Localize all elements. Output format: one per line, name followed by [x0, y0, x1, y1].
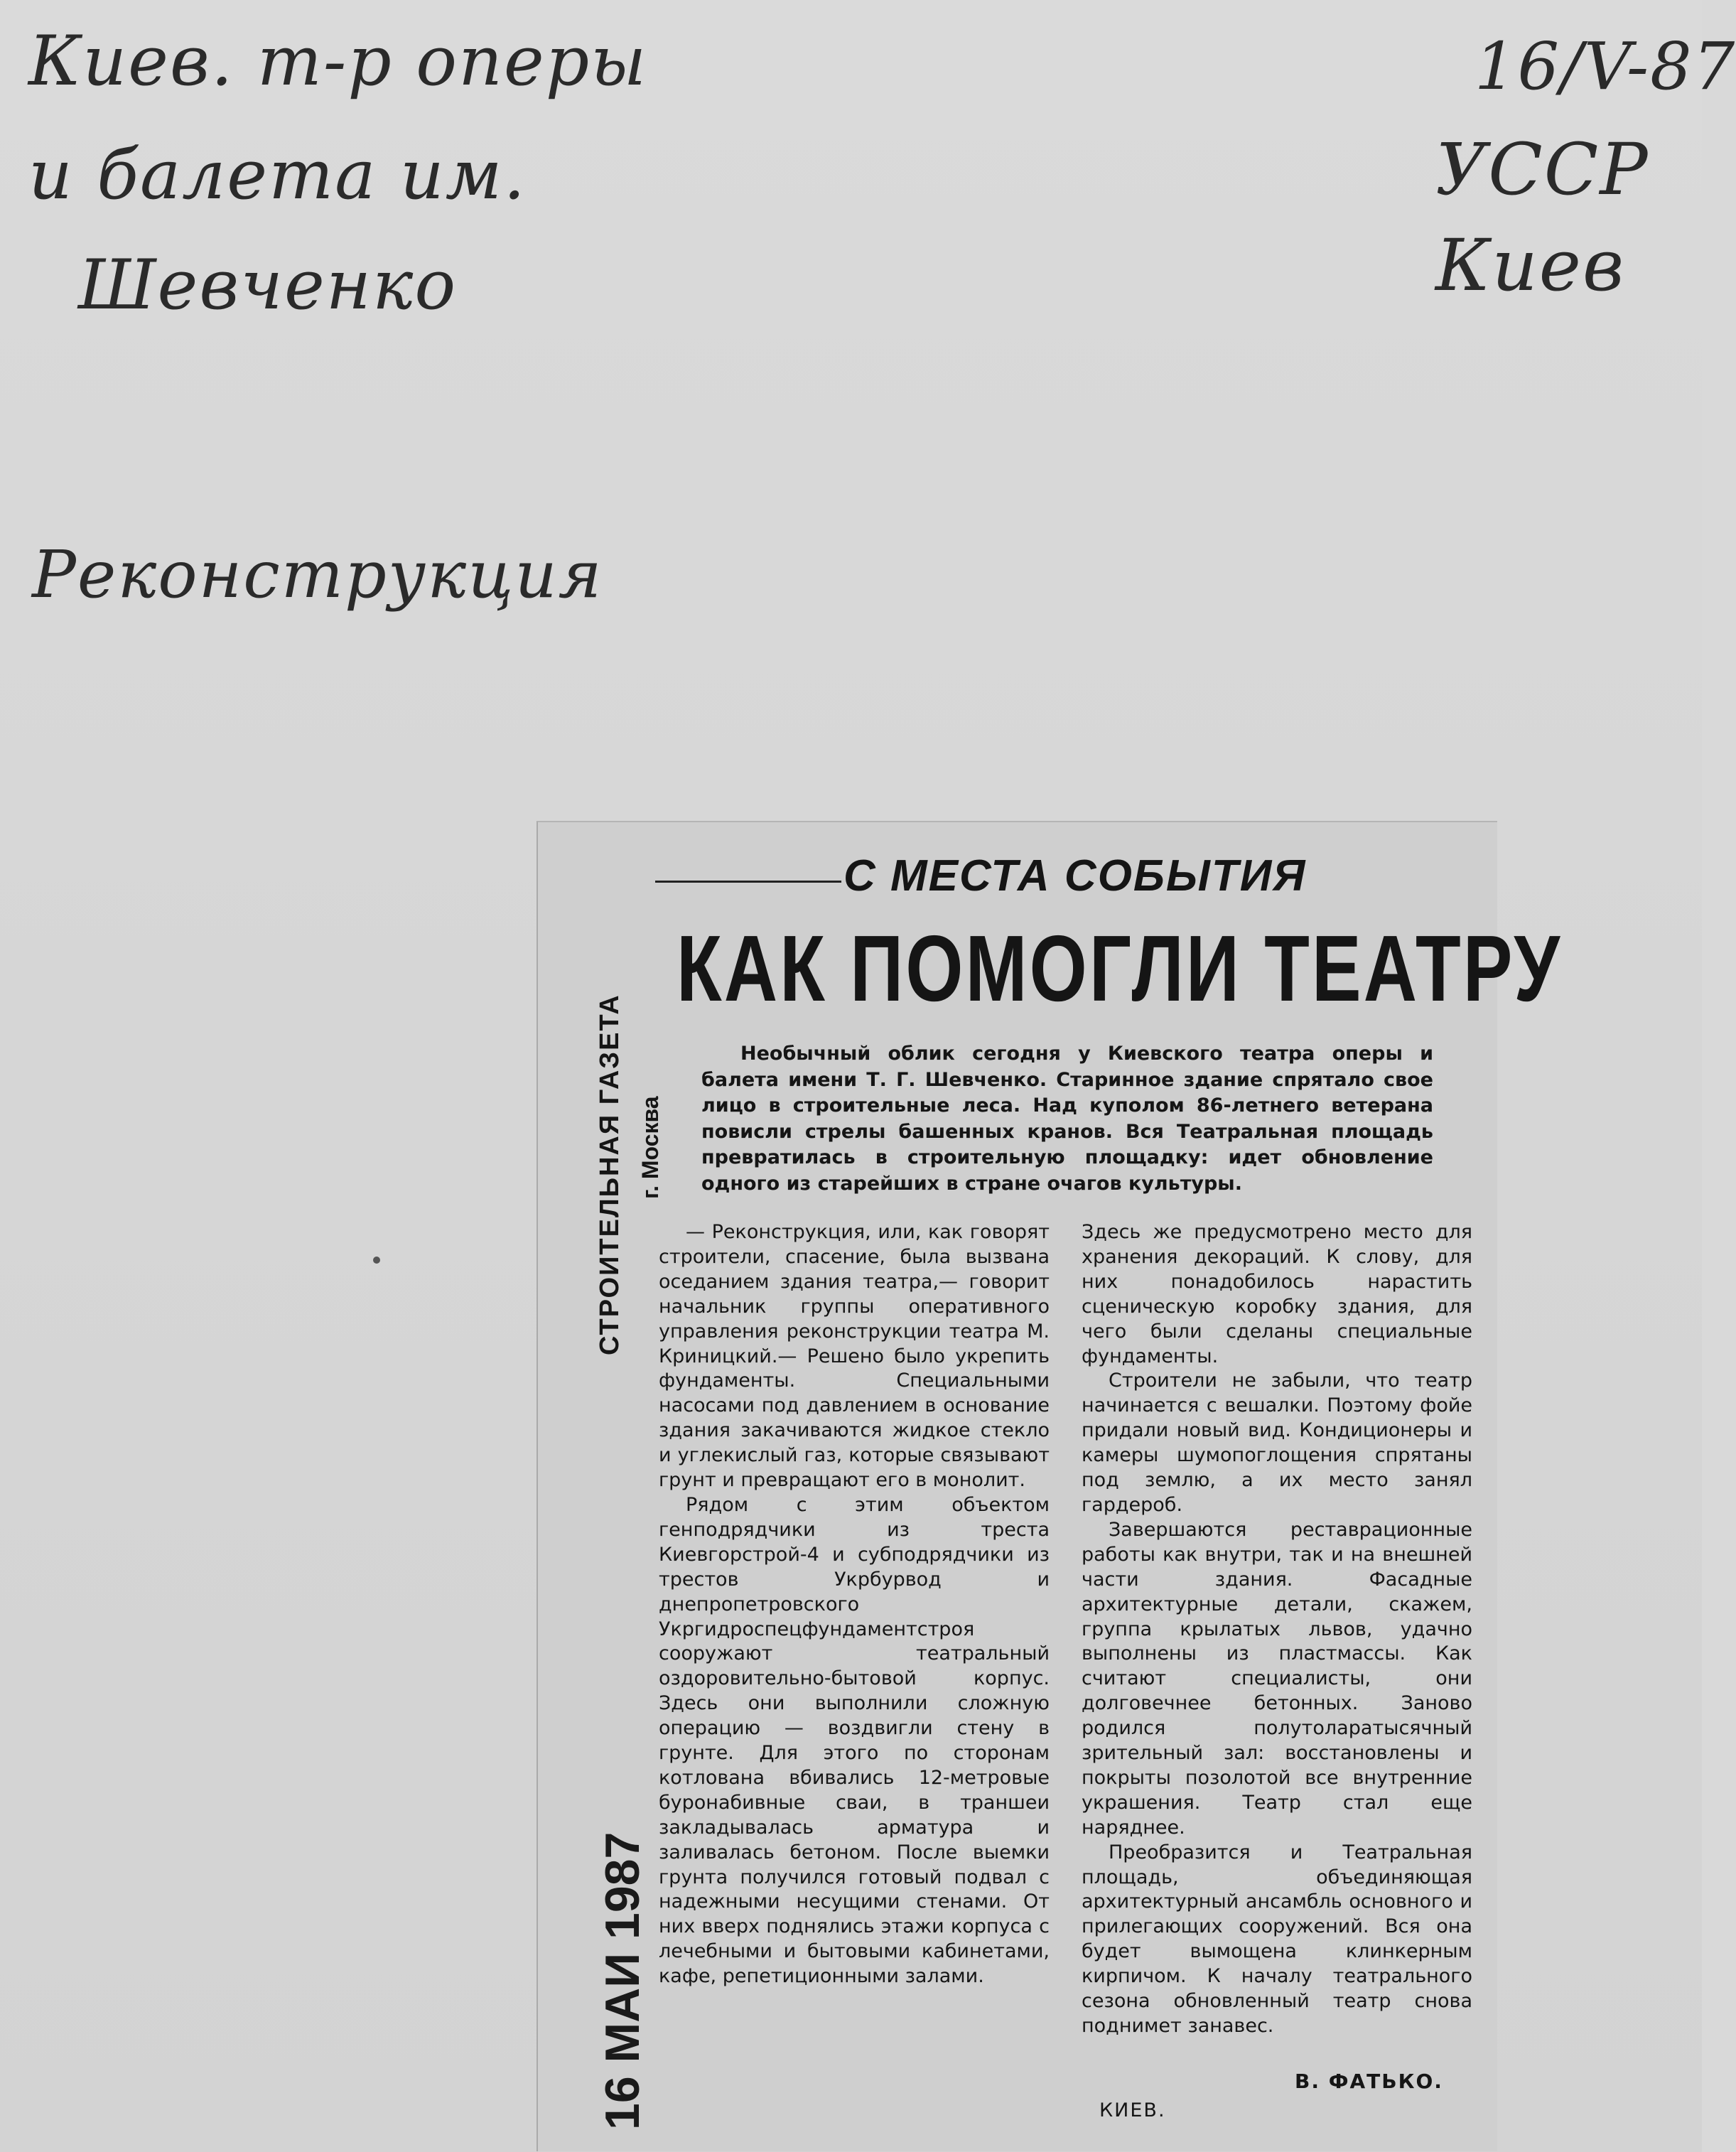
handwritten-subject-line3: Шевченко	[78, 245, 458, 325]
newspaper-clipping	[537, 821, 1563, 2151]
source-newspaper-name: СТРОИТЕЛЬНАЯ ГАЗЕТА	[595, 994, 625, 1355]
ink-dot	[373, 1257, 380, 1264]
handwritten-republic: УССР	[1435, 128, 1649, 211]
handwritten-city: Киев	[1435, 224, 1626, 307]
article-headline: КАК ПОМОГЛИ ТЕАТРУ	[676, 916, 1563, 1021]
article-column-1	[659, 1220, 1050, 1989]
date-stamp-text: 16 МАИ 1987	[595, 1831, 649, 2130]
paragraph: Рядом с этим объектом генподрядчики из треста Киевгорстрой-4 и субподрядчики из трестов Укрбурвод и днепропетровского Укргидроспецфундаментстроя сооружают театральный оздоровительно-бытовой корпус. Здесь они выполнили сложную операцию — воздвигли стену в грунте. Для этого по сторонам котлована вбивались 12-метровые буронабивные сваи, в траншеи закладывалась арматура и заливалась бетоном. После выемки грунта получился готовый подвал с надежными несущими стенами. От них вверх поднялись этажи корпуса с лечебными и бытовыми кабинетами, кафе, репетиционными залами.	[659, 1493, 1050, 1988]
handwritten-subject-line1: Киев. т-р оперы	[28, 21, 648, 101]
handwritten-date: 16/V-87	[1474, 28, 1736, 104]
article-column-2	[1082, 1220, 1472, 2039]
rubric-label: С МЕСТА СОБЫТИЯ	[843, 851, 1307, 900]
rubric-rule	[655, 881, 841, 883]
paragraph: Преобразится и Театральная площадь, объединяющая архитектурный ансамбль основного и прилегающих сооружений. Вся она будет вымощена клинкерным кирпичом. К началу театрального сезона обновленный театр снова поднимет занавес.	[1082, 1841, 1472, 2037]
paragraph: Здесь же предусмотрено место для хранения декораций. К слову, для них понадобилось нарастить сценическую коробку здания, для чего были сделаны специальные фундаменты.	[1082, 1221, 1472, 1367]
handwritten-topic: Реконструкция	[32, 537, 603, 613]
author-signature: В. ФАТЬКО.	[1295, 2070, 1443, 2093]
source-city: г. Москва	[637, 1096, 663, 1199]
handwritten-subject-line2: и балета им.	[28, 135, 527, 215]
paragraph: Завершаются реставрационные работы как внутри, так и на внешней части здания. Фасадные архитектурные детали, скажем, группа крылатых львов, удачно выполнены из пластмассы. Как считают специалисты, они долговечнее бетонных. Заново родился полутоларатысячный зрительный зал: восстановлены и покрыты позолотой все внутренние украшения. Театр стал еще наряднее.	[1082, 1518, 1472, 1839]
article-lead: Необычный облик сегодня у Киевского театра оперы и балета имени Т. Г. Шевченко. Старинное здание спрятало свое лицо в строительные леса. Над куполом 86-летнего ветерана повисли стрелы башенных кранов. Вся Театральная площадь превратилась в строительную площадку: идет обновление одного из старейших в стране очагов культуры.	[701, 1043, 1433, 1195]
paragraph: Строители не забыли, что театр начинается с вешалки. Поэтому фойе придали новый вид. Кондиционеры и камеры шумопоглощения спрятаны под землю, а их место занял гардероб.	[1082, 1370, 1472, 1516]
dateline-city: КИЕВ.	[1099, 2099, 1166, 2121]
date-stamp	[595, 1732, 666, 2130]
paragraph: — Реконструкция, или, как говорят строители, спасение, была вызвана оседанием здания театра,— говорит начальник группы оперативного управления реконструкции театра М. Криницкий.— Решено было укрепить фундаменты. Специальными насосами под давлением в основание здания закачиваются жидкое стекло и углекислый газ, которые связывают грунт и превращают его в монолит.	[659, 1221, 1050, 1492]
